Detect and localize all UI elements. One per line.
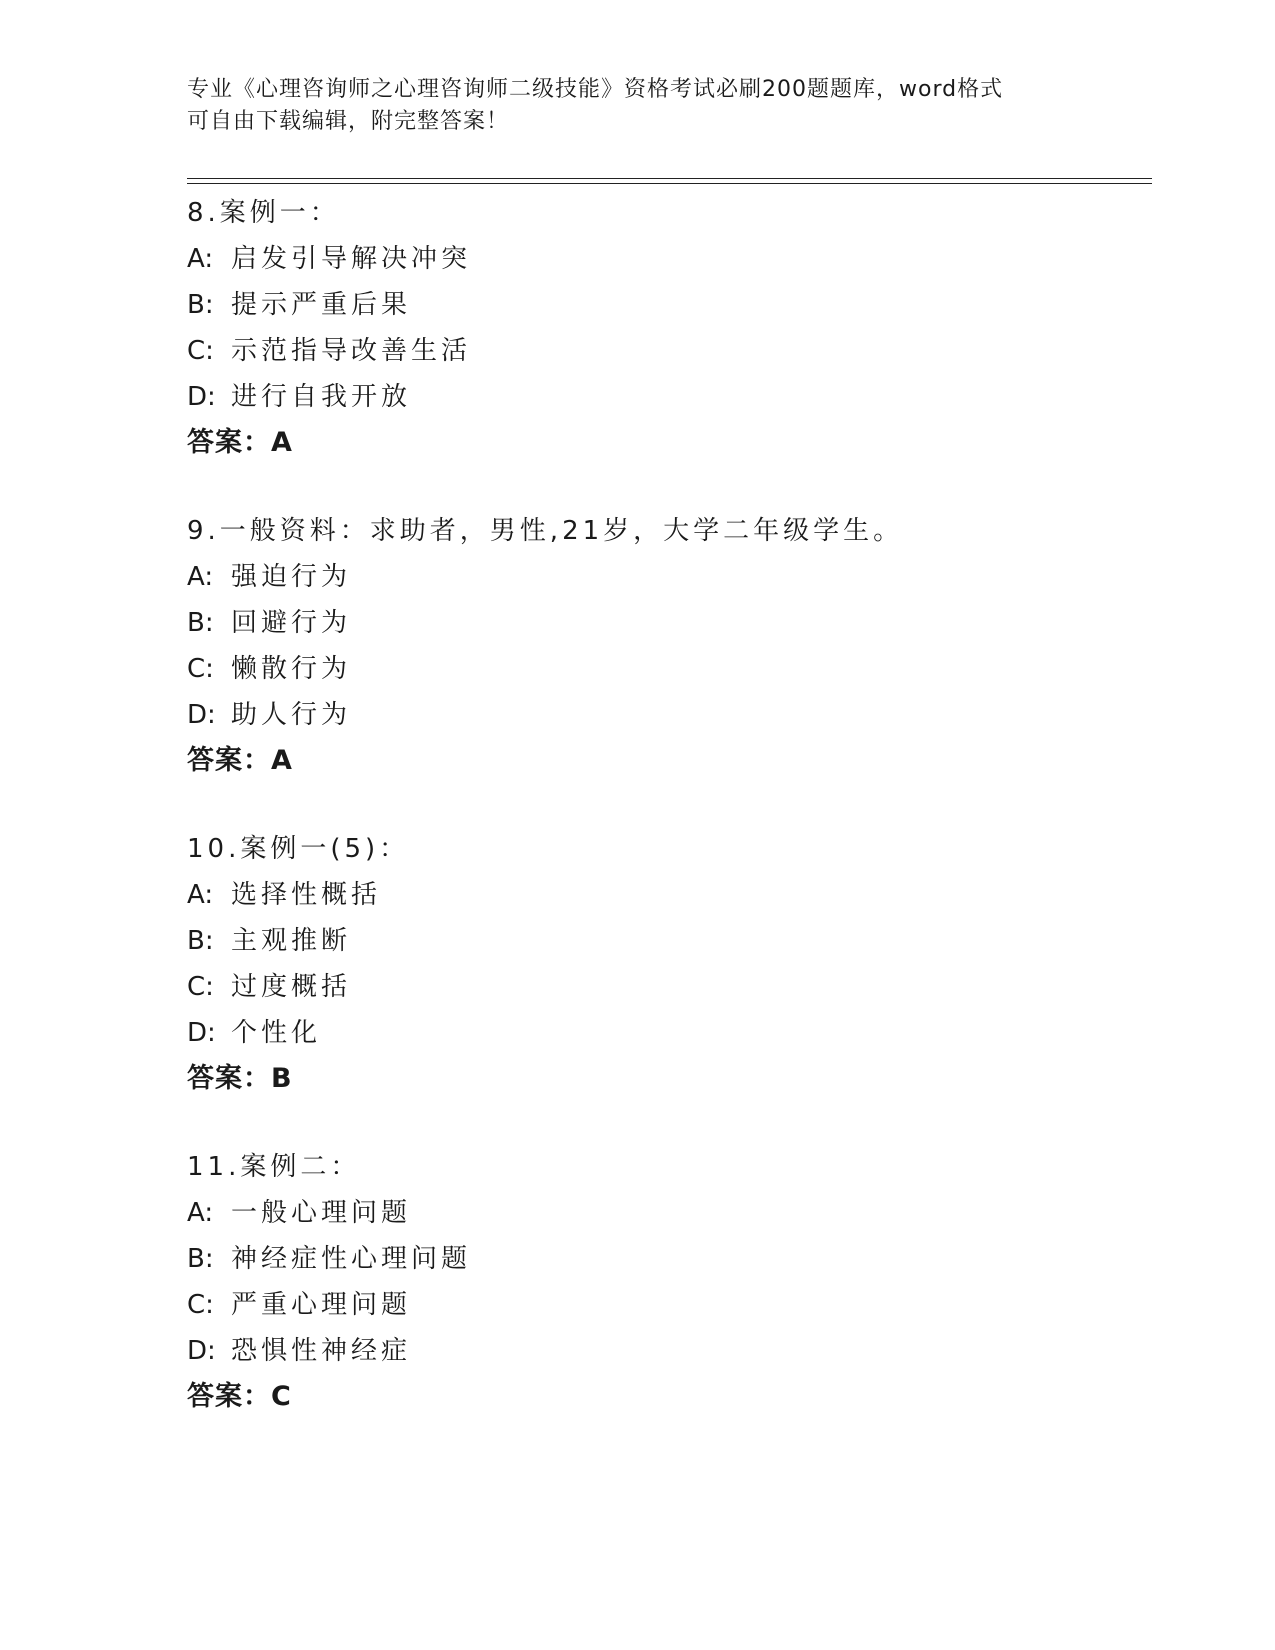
option-label: A: — [187, 244, 214, 274]
option-text: 神经症性心理问题 — [231, 1244, 472, 1274]
option-d — [187, 1328, 1147, 1374]
option-label: D: — [187, 382, 216, 412]
document-header — [187, 74, 1087, 138]
header-line-1: 专业《心理咨询师之心理咨询师二级技能》资格考试必刷200题题库，word格式 — [187, 77, 1004, 102]
option-label: A: — [187, 562, 214, 592]
option-b — [187, 282, 1147, 328]
option-text: 严重心理问题 — [231, 1290, 412, 1320]
option-text: 一般心理问题 — [231, 1198, 412, 1228]
option-text: 示范指导改善生活 — [231, 336, 472, 366]
option-label: A: — [187, 1198, 214, 1228]
header-divider-top — [187, 178, 1152, 179]
option-label: A: — [187, 880, 214, 910]
option-text: 启发引导解决冲突 — [231, 244, 472, 274]
option-text: 懒散行为 — [231, 654, 352, 684]
option-b — [187, 918, 1147, 964]
option-label: C: — [187, 972, 214, 1002]
question-title: 11.案例二： — [187, 1152, 361, 1182]
option-b — [187, 600, 1147, 646]
option-text: 提示严重后果 — [231, 290, 412, 320]
answer: 答案：A — [187, 745, 293, 776]
option-label: B: — [187, 290, 214, 320]
question-11 — [187, 1144, 1147, 1420]
option-text: 强迫行为 — [231, 562, 352, 592]
answer: 答案：A — [187, 427, 293, 458]
option-label: B: — [187, 608, 214, 638]
option-label: C: — [187, 654, 214, 684]
option-label: C: — [187, 1290, 214, 1320]
option-c — [187, 964, 1147, 1010]
option-c — [187, 328, 1147, 374]
option-d — [187, 692, 1147, 738]
answer: 答案：B — [187, 1063, 293, 1094]
option-label: D: — [187, 1018, 216, 1048]
option-text: 恐惧性神经症 — [231, 1336, 412, 1366]
option-label: B: — [187, 1244, 214, 1274]
option-text: 回避行为 — [231, 608, 352, 638]
header-divider-bottom — [187, 183, 1152, 184]
question-10 — [187, 826, 1147, 1102]
option-a — [187, 872, 1147, 918]
option-a — [187, 554, 1147, 600]
option-text: 进行自我开放 — [231, 382, 412, 412]
option-d — [187, 374, 1147, 420]
option-label: C: — [187, 336, 214, 366]
option-a — [187, 236, 1147, 282]
question-9 — [187, 508, 1147, 784]
option-b — [187, 1236, 1147, 1282]
question-title: 8.案例一： — [187, 198, 340, 228]
question-8 — [187, 190, 1147, 466]
option-text: 选择性概括 — [231, 880, 382, 910]
question-title: 10.案例一(5)： — [187, 834, 410, 864]
option-a — [187, 1190, 1147, 1236]
option-label: B: — [187, 926, 214, 956]
option-text: 个性化 — [231, 1018, 322, 1048]
answer: 答案：C — [187, 1381, 292, 1412]
option-text: 主观推断 — [231, 926, 352, 956]
option-text: 助人行为 — [231, 700, 352, 730]
option-label: D: — [187, 700, 216, 730]
option-text: 过度概括 — [231, 972, 352, 1002]
header-line-2: 可自由下载编辑，附完整答案！ — [187, 109, 510, 134]
option-label: D: — [187, 1336, 216, 1366]
option-c — [187, 646, 1147, 692]
question-title: 9.一般资料：求助者，男性,21岁，大学二年级学生。 — [187, 516, 904, 546]
option-d — [187, 1010, 1147, 1056]
option-c — [187, 1282, 1147, 1328]
